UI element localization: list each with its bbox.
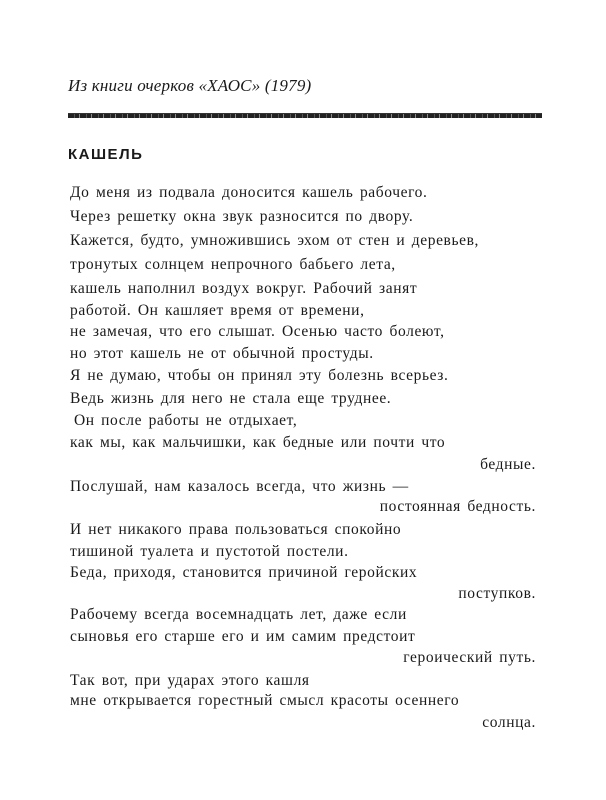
poem-line: До меня из подвала доносится кашель рабочего. xyxy=(70,184,428,201)
poem-line: Послушай, нам казалось всегда, что жизнь — xyxy=(70,478,409,495)
poem-line-continuation: героический путь. xyxy=(403,649,536,666)
poem-line-continuation: постоянная бедность. xyxy=(379,498,536,515)
poem-line: Я не думаю, чтобы он принял эту болезнь всерьез. xyxy=(70,367,449,384)
poem-line: Через решетку окна звук разносится по двору. xyxy=(70,208,414,225)
poem-line: тронутых солнцем непрочного бабьего лета, xyxy=(70,256,396,273)
poem-line: как мы, как мальчишки, как бедные или почти что xyxy=(70,434,446,451)
poem-line: Так вот, при ударах этого кашля xyxy=(70,672,310,689)
poem-line-continuation: бедные. xyxy=(480,456,536,473)
poem-line: И нет никакого права пользоваться спокойно xyxy=(70,521,402,538)
poem-line-continuation: поступков. xyxy=(458,585,536,602)
poem-line: Он после работы не отдыхает, xyxy=(74,412,298,429)
poem-line: Беда, приходя, становится причиной геройских xyxy=(70,564,418,581)
poem-line: кашель наполнил воздух вокруг. Рабочий занят xyxy=(70,280,418,297)
poem-line: Рабочему всегда восемнадцать лет, даже если xyxy=(70,606,407,623)
book-source-line: Из книги очерков «ХАОС» (1979) xyxy=(68,76,312,95)
poem-line: Кажется, будто, умножившись эхом от стен и деревьев, xyxy=(70,232,480,249)
poem-line: Ведь жизнь для него не стала еще труднее. xyxy=(70,390,392,407)
poem-line: но этот кашель не от обычной простуды. xyxy=(70,345,374,362)
poem-line: мне открывается горестный смысл красоты осеннего xyxy=(70,692,460,709)
poem-line: тишиной туалета и пустотой постели. xyxy=(70,543,349,560)
poem-line: не замечая, что его слышат. Осенью часто болеют, xyxy=(70,323,445,340)
poem-line: работой. Он кашляет время от времени, xyxy=(70,302,365,319)
poem-title: КАШЕЛЬ xyxy=(68,146,144,163)
header-divider xyxy=(68,113,542,118)
poem-line-continuation: солнца. xyxy=(482,714,536,731)
poem-line: сыновья его старше его и им самим предстоит xyxy=(70,628,416,645)
